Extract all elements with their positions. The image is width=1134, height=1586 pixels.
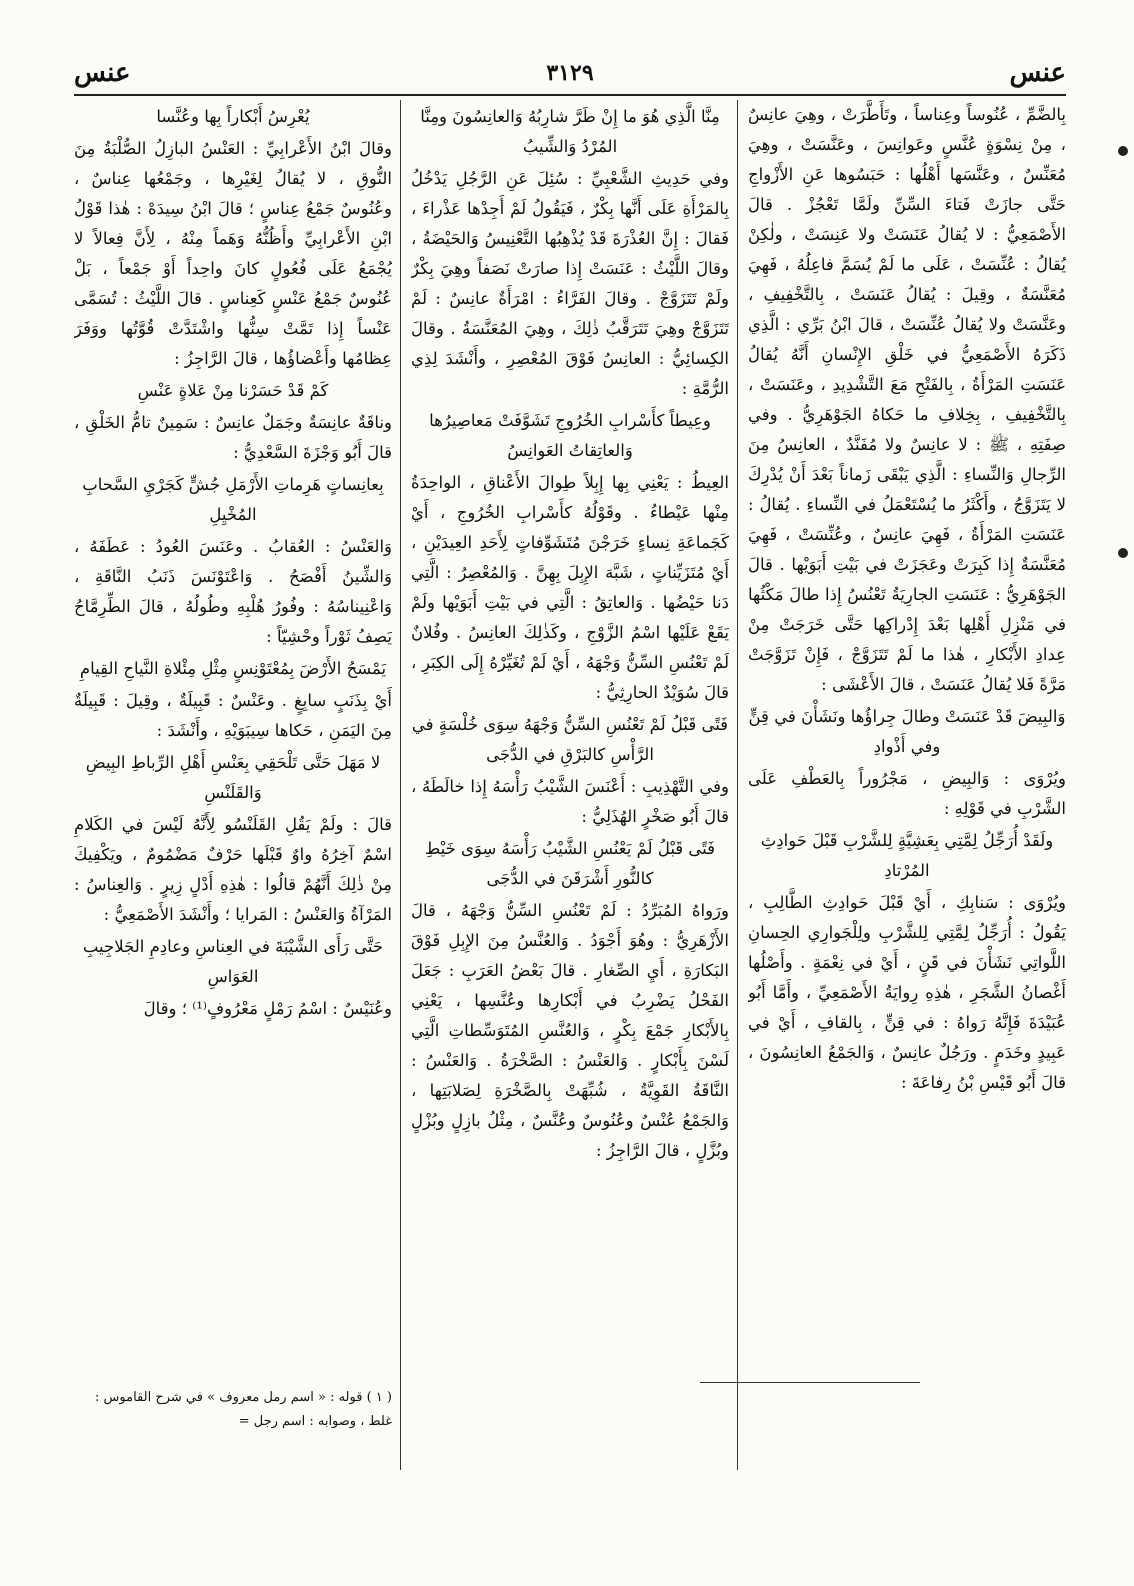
verse: ولَقَدْ أُرَجِّلُ لِمَّتِي بِعَشِيَّةٍ لِلشَّرْبِ قَبْلَ حَوادِثِ المُرْتادِ [760,831,1054,880]
header-entry-word-right: عنس [1009,58,1066,88]
paragraph: وفي حَدِيثِ الشَّعْبِيِّ : سُئِلَ عَنِ الرَّجُلِ يَدْخُلُ بِالمَرْأَةِ عَلَى أَنَّها بِكْرٌ ، فَيَقُولُ لَمْ أَجِدْها عَذْراءَ ، فَقالَ : إِنَّ العُذْرَةَ قَدْ يُذْهِبُها التَّعْنِيسُ وَالحَيْضَةُ ، وقالَ اللَّيْثُ : عَنَسَتْ إِذا صارَتْ نَصَفاً وهِيَ بِكْرٌ ولَمْ تَتَزَوَّجْ . وقالَ الفَرَّاءُ : امْرَأَةٌ عانِسٌ : لَمْ تَتَزَوَّجْ وهِيَ تَتَرَقَّبُ ذٰلِكَ ، وهِيَ المُعَنَّسَةُ . وقالَ الكِسائِيُّ : العانِسُ فَوْقَ المُعْصِرِ ، وأَنْشَدَ لِذِي الرُّمَّةِ : [411,169,729,398]
paragraph: ويُرْوَى : سَنابِكِ ، أَيْ قَبْلَ حَوادِثِ الطَّالِبِ ، يَقُولُ : أُرَجِّلُ لِمَّتِي لِلشَّرْبِ ولِلْجَوارِي الحِسانِ اللَّواتِي نَشَأْنَ في قَنٍ ، أَيْ في نِعْمَةٍ . وأَصْلُها أَغْصانُ الشَّجَرِ ، هٰذِهِ رِوايَةُ الأَصْمَعِيِّ ، وأَمَّا أَبُو عُبَيْدَةَ فَإِنَّهُ رَواهُ : في قِنٍّ ، بِالقافِ ، أَيْ في عَبِيدٍ وخَدَمٍ . ورَجُلٌ عانِسٌ ، وَالجَمْعُ العانِسُونَ ، قالَ أَبُو قَيْسِ بْنُ رِفاعَةَ : [748,893,1066,1092]
column-middle [411,100,729,1480]
paragraph: وقالَ ابْنُ الأَعْرابِيِّ : العَنْسُ البازِلُ الصُّلْبَةُ مِنَ النُّوقِ ، لا يُقالُ لِغَيْرِها ، وجَمْعُها عِناسٌ ، وعُنُوسٌ جَمْعُ عِناسٍ ؛ قالَ ابْنُ سِيدَهْ : هٰذا قَوْلُ ابْنِ الأَعْرابِيِّ وأَظُنُّهُ وَهَماً مِنْهُ ، لِأَنَّ فِعالاً لا يُجْمَعُ عَلَى فُعُولٍ كانَ واحِداً أَوْ جَمْعاً ، بَلْ عُنُوسٌ جَمْعُ عَنْسٍ كَعِناسٍ . قالَ اللَّيْثُ : تُسَمَّى عَنْساً إِذا تَمَّتْ سِنُّها واشْتَدَّتْ قُوَّتُها ووَفَرَ عِظامُها وأَعْضاؤُها ، قالَ الرَّاجِزُ : [74,139,392,368]
header-entry-word-left: عنس [74,58,131,88]
footnote: ( ١ ) قوله : « اسم رمل معروف » في شرح القاموس : غلط ، وصوابه : اسم رجل = [95,1390,392,1429]
verse: فَتًى قَبْلُ لَمْ تَعْنُسِ السِّنُّ وَجْهَهُ سِوَى خُلْسَةٍ في الرَّأْسِ كالبَرْقِ في الدُّجَى [411,715,729,764]
verse: مِنَّا الَّذِي هُوَ ما إِنْ طَرَّ شارِبُهُ وَالعانِسُونَ ومِنَّا المُرْدُ وَالشِّيبُ [420,107,720,156]
verse: لا مَهَلَ حَتَّى تَلْحَقِي بِعَنْسِ أَهْلِ الرِّباطِ البِيضِ وَالقَلَنْسِ [85,753,381,802]
text-columns [74,100,1066,1480]
paragraph: قالَ : ولَمْ يَقُلِ القَلَنْسُو لِأَنَّهُ لَيْسَ في الكَلامِ اسْمٌ آخِرُهُ واوٌ قَبْلَها حَرْفٌ مَضْمُومٌ ، ويَكْفِيكَ مِنْ ذٰلِكَ أَنَّهُمْ قالُوا : هٰذِهِ أَدْلٍ زِيرٍ . وَالعِناسُ : المَرْآةُ وَالعَنْسُ : المَرايا ؛ وأَنْشَدَ الأَصْمَعِيُّ : [74,815,392,924]
verse: يُعْرِسُ أَبْكاراً بِها وعُنَّسا [156,107,310,126]
paragraph: العِيطُ : يَعْنِي بِها إِبِلاً طِوالَ الأَعْناقِ ، الواحِدَةُ مِنْها عَيْطاءُ . وقَوْلُهُ كأَسْرابِ الخُرُوجِ ، أَيْ كَجَماعَةِ نِساءٍ خَرَجْنَ مُتَشَوِّفاتٍ لِأَحَدِ العِيدَيْنِ ، أَيْ مُتَزَيِّناتٍ ، شَبَّهَ الإِبِلَ بِهِنَّ . وَالمُعْصِرُ : الَّتِي دَنا حَيْضُها . وَالعاتِقُ : الَّتِي في بَيْتِ أَبَوَيْها ولَمْ يَقَعْ عَلَيْها اسْمُ الزَّوْجِ ، وكَذٰلِكَ العانِسُ . وفُلانٌ لَمْ تَعْنُسِ السِّنُّ وَجْهَهُ ، أَيْ لَمْ تُغَيِّرْهُ إِلَى الكِبَرِ ، قالَ سُوَيْدٌ الحارِثِيُّ : [411,473,729,702]
paragraph: ويُرْوَى : وَالبِيضِ ، مَجْرُوراً بِالعَطْفِ عَلَى الشَّرْبِ في قَوْلِهِ : [748,769,1066,818]
footnote-rule [700,1382,920,1383]
paragraph: وعُنَيْسٌ : اسْمُ رَمْلٍ مَعْرُوفٍ⁽¹⁾ ؛ وقالَ [143,999,392,1018]
paragraph: وَالعَنْسُ : العُقابُ . وعَنَسَ العُودُ : عَطَفَهُ ، وَالشِّينُ أَفْصَحُ . وَاعْتَوْنَسَ ذَنَبُ النَّاقَةِ ، وَاعْنِيناسُهُ : وفُورُ هُلْبِهِ وطُولُهُ ، قالَ الطِّرِمَّاحُ يَصِفُ ثَوْراً وحْشِيّاً : [74,537,392,646]
column-divider [400,100,401,1470]
paragraph: بِالضَّمِّ ، عُنُوساً وعِناساً ، وتَأَطَّرَتْ ، وهِيَ عانِسٌ ، مِنْ نِسْوَةٍ عُنَّسٍ وعَوانِسَ ، وعَنَّسَتْ ، وهِيَ مُعَنِّسٌ ، وعَنَّسَها أَهْلُها : حَبَسُوها عَنِ الأَزْواجِ حَتَّى جازَتْ فَتاءَ السِّنِّ ولَمَّا تَعْجُزْ . قالَ الأَصْمَعِيُّ : لا يُقالُ عَنَسَتْ ولا عَنِسَتْ ، ولٰكِنْ يُقالُ : عُنِّسَتْ ، عَلَى ما لَمْ يُسَمَّ فاعِلُهُ ، فَهِيَ مُعَنَّسَةٌ ، وقِيلَ : يُقالُ عَنَسَتْ ، بِالتَّخْفِيفِ ، وعَنَّسَتْ ولا يُقالُ عُنِّسَتْ ، قالَ ابْنُ بَرِّي : الَّذِي ذَكَرَهُ الأَصْمَعِيُّ في خَلْقِ الإِنْسانِ أَنَّهُ يُقالُ عَنَسَتِ المَرْأَةُ ، بِالفَتْحِ مَعَ التَّشْدِيدِ ، وعَنَسَتْ ، بِالتَّخْفِيفِ ، بِخِلافِ ما حَكاهُ الجَوْهَرِيُّ . وفي صِفَتِهِ ، ﷺ : لا عانِسٌ ولا مُفَنَّدٌ ، العانِسُ مِنَ الرِّجالِ وَالنِّساءِ : الَّذِي يَبْقَى زَماناً بَعْدَ أَنْ يُدْرِكَ لا يَتَزَوَّجُ ، وأَكْثَرُ ما يُسْتَعْمَلُ في النِّساءِ . يُقالُ : عَنَسَتِ المَرْأَةُ ، فَهِيَ عانِسٌ ، وعُنِّسَتْ ، فَهِيَ مُعَنَّسَةٌ إِذا كَبِرَتْ وعَجَزَتْ في بَيْتِ أَبَوَيْها . قالَ الجَوْهَرِيُّ : عَنَسَتِ الجارِيَةُ تَعْنُسُ إِذا طالَ مَكْثُها في مَنْزِلِ أَهْلِها بَعْدَ إِدْراكِها حَتَّى خَرَجَتْ مِنْ عِدادِ الأَبْكارِ ، هٰذا ما لَمْ تَتَزَوَّجْ ، فَإِنْ تَزَوَّجَتْ مَرَّةً فَلا يُقالُ عَنَسَتْ ، قالَ الأَعْشَى : [748,105,1066,694]
paragraph: ورَواهُ المُبَرِّدُ : لَمْ تَعْنُسِ السِّنُّ وَجْهَهُ ، قالَ الأَزْهَرِيُّ : وهُوَ أَجْوَدُ . وَالعُنَّسُ مِنَ الإِبِلِ فَوْقَ البَكارَةِ ، أَيِ الصِّغارِ . قالَ بَعْضُ العَرَبِ : جَعَلَ الفَحْلُ يَضْرِبُ في أَبْكارِها وعُنَّسِها ، يَعْنِي بِالأَبْكارِ جَمْعَ بِكْرٍ ، وَالعُنَّسِ المُتَوَسِّطاتِ الَّتِي لَسْنَ بِأَبْكارٍ . وَالعَنْسُ : الصَّخْرَةُ . وَالعَنْسُ : النَّاقَةُ القَوِيَّةُ ، شُبِّهَتْ بِالصَّخْرَةِ لِصَلابَتِها ، وَالجَمْعُ عُنْسٌ وعُنُوسٌ وعُنَّسٌ ، مِثْلُ بازِلٍ وبُزْلٍ وبُزَّلٍ ، قالَ الرَّاجِزُ : [411,901,729,1160]
verse: وَالبِيضَ قَدْ عَنَسَتْ وطالَ جِراؤُها ونَشَأْنَ في قِنٍّ وفي أَذْوادِ [748,707,1066,756]
verse: بِعانِساتٍ هَرِماتِ الأَرْمَلِ جُشٍّ كَجَرْيِ السَّحابِ المُخْيِلِ [82,475,384,524]
paragraph: وفي التَّهْذِيبِ : أَعْنَسَ الشَّيْبُ رَأْسَهُ إِذا خالَطَهُ ، قالَ أَبُو صَخْرٍ الهُذَلِيُّ : [411,777,729,826]
column-divider [737,100,738,1470]
verse: فَتًى قَبْلُ لَمْ يَعْنُسِ الشَّيْبُ رَأْسَهُ سِوَى خَيْطِ كالنُّورِ أَشْرَقَنَ في الدُّجَى [424,839,716,888]
verse: يَمْسَحُ الأَرْضَ بِمُعْتَوْنِسٍ مِثْلِ مِئْلاةِ النَّياحِ القِيامِ [79,659,387,678]
verse: وعِيطاً كأَسْرابِ الخُرُوجِ تَشَوَّفَتْ مَعاصِيرُها وَالعاتِقاتُ العَوانِسُ [429,411,711,460]
margin-dot-icon [1118,548,1128,558]
verse: حَتَّى رَأَى الشَّيْبَةَ في العِناسِ وعادِمِ الجَلاجِيبِ العَوَاسِ [82,937,384,986]
page-header [74,58,1066,92]
paragraph: وناقَةٌ عانِسَةٌ وجَمَلٌ عانِسٌ : سَمِينٌ تامُّ الخَلْقِ ، قالَ أَبُو وَجْزَةَ السَّعْدِيُّ : [74,413,392,462]
paragraph: أَيْ بِذَنَبٍ سابِغٍ . وعَنْسٌ : قَبِيلَةٌ ، وقِيلَ : قَبِيلَةٌ مِنَ اليَمَنِ ، حَكاها سِيبَوَيْهِ ، وأَنْشَدَ : [74,691,392,740]
margin-dot-icon [1118,146,1128,156]
page-number: ٣١٢٩ [546,60,594,86]
verse: كَمْ قَدْ حَسَرْنا مِنْ عَلاةٍ عَنْسِ [137,381,329,400]
column-right [748,100,1066,1480]
header-rule [74,94,1066,96]
column-left [74,100,392,1480]
